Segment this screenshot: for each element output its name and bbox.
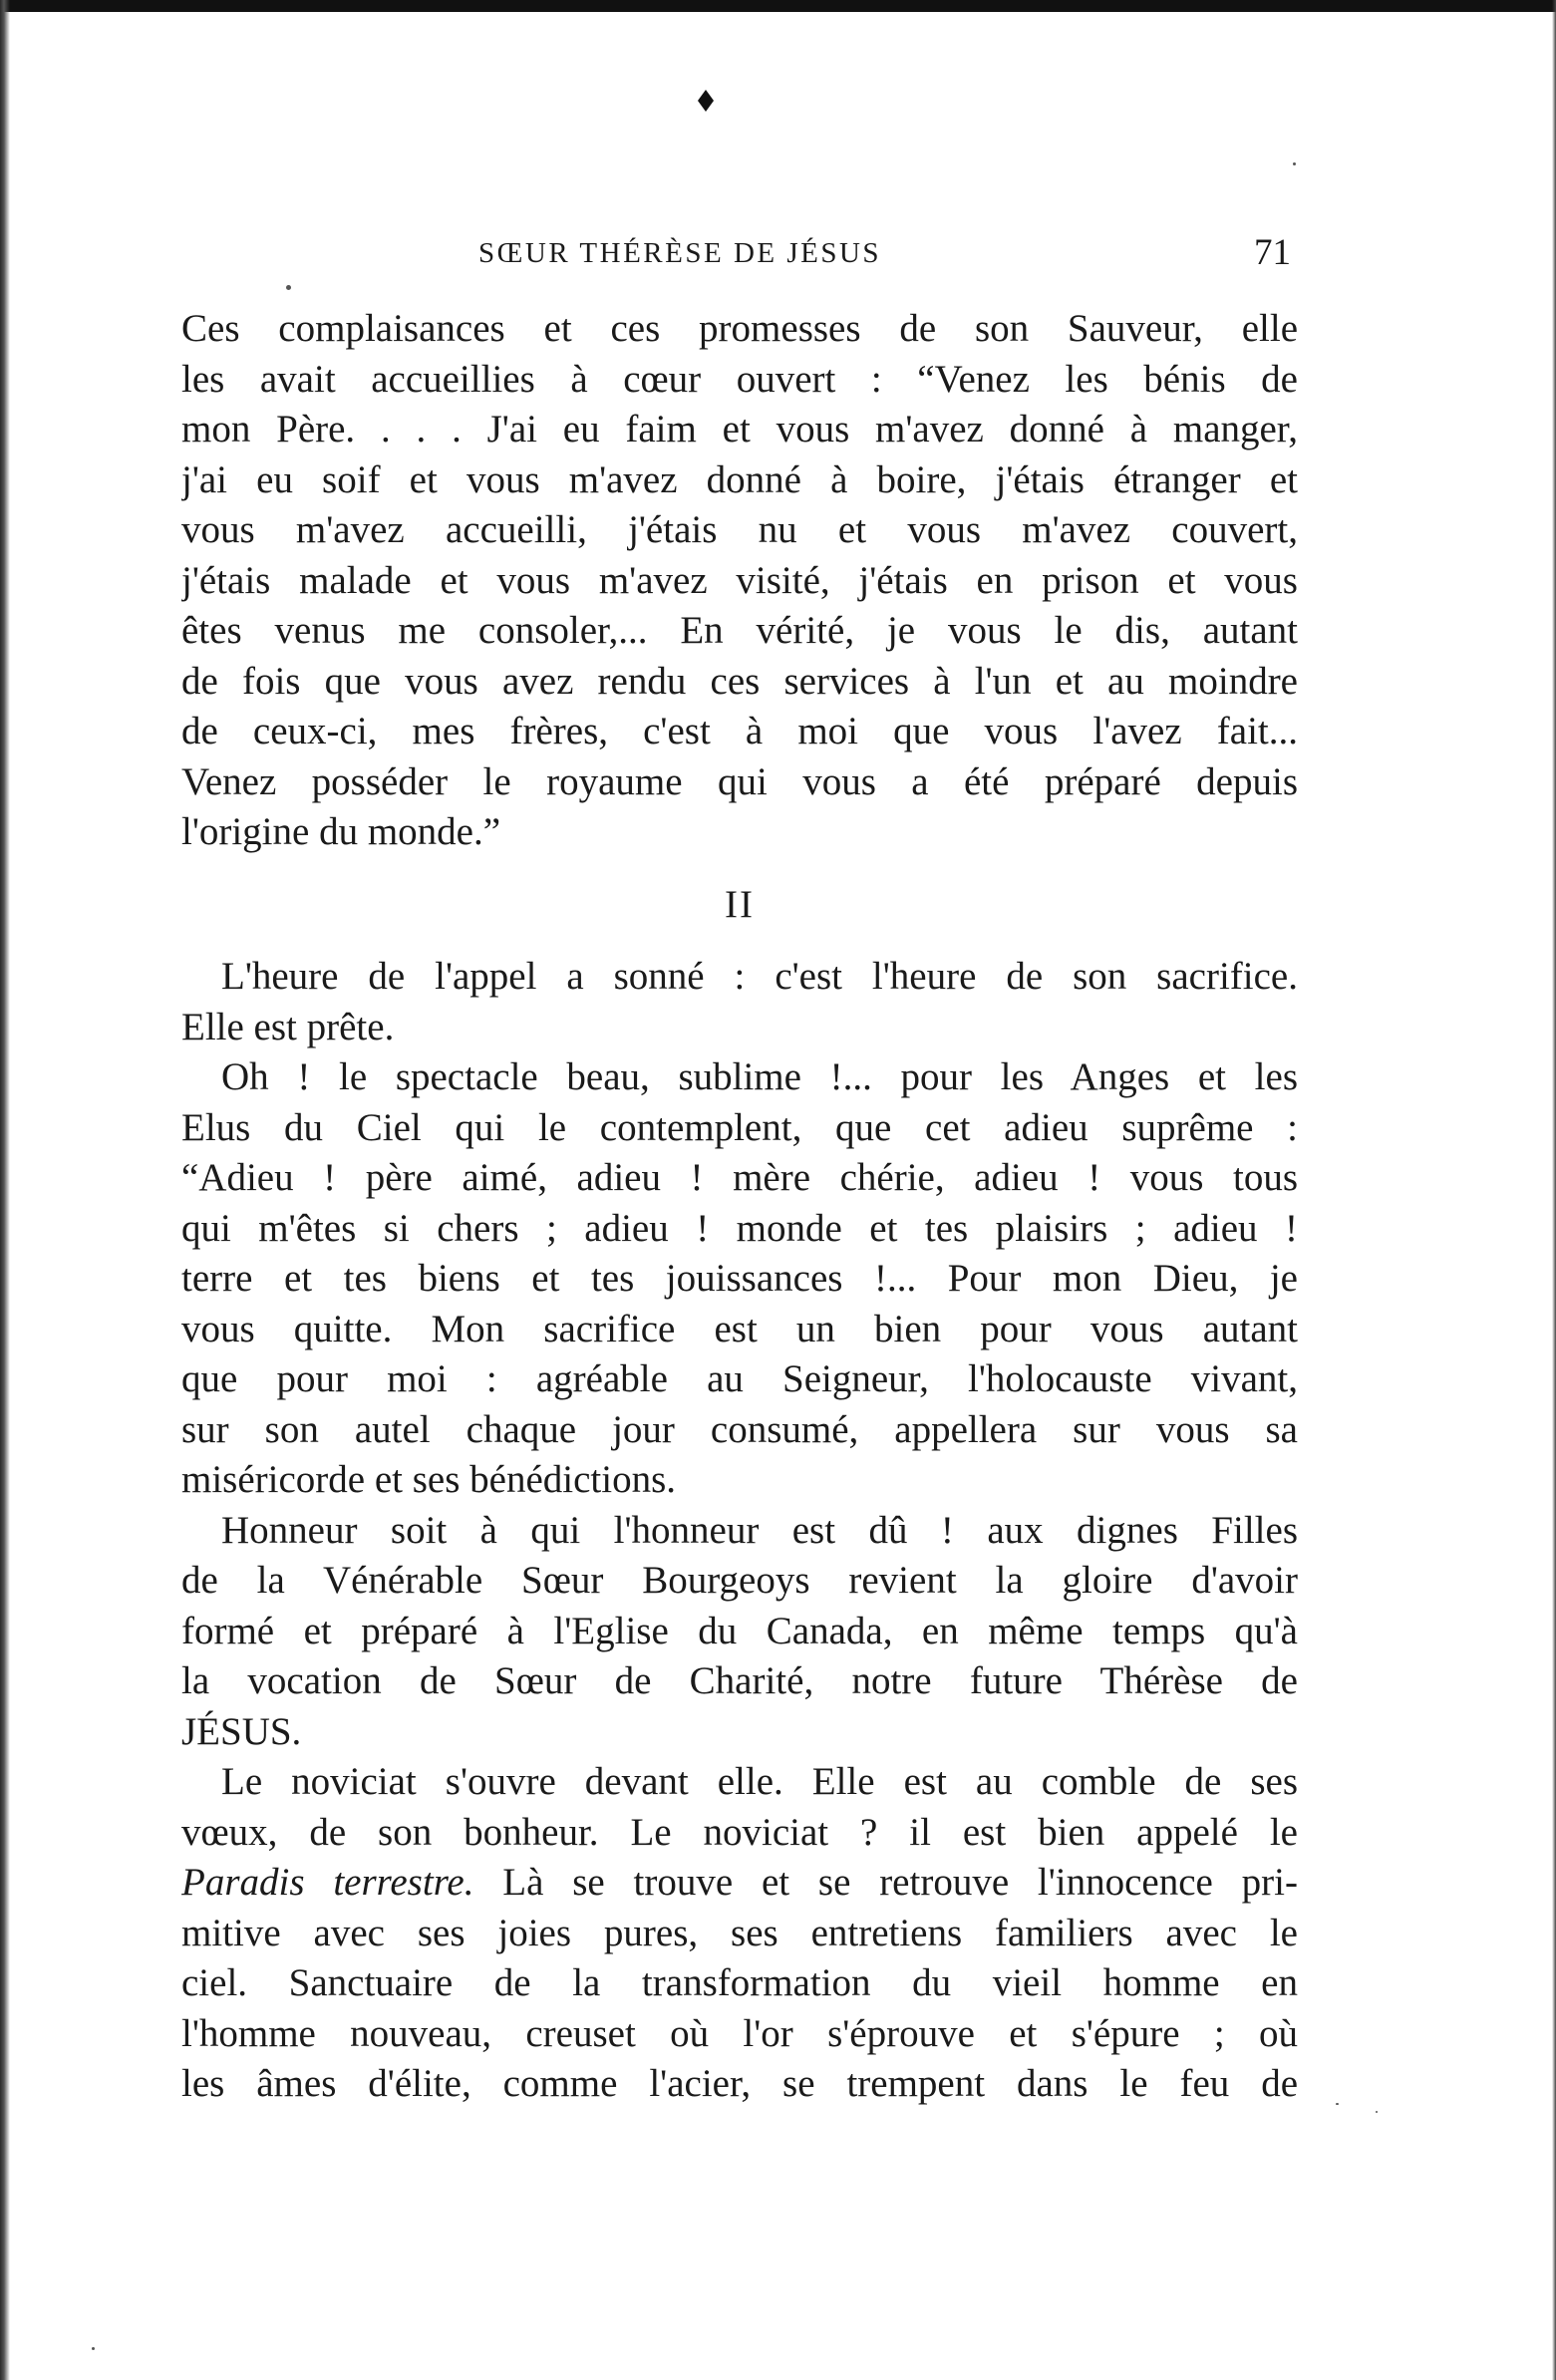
text-line: vous m'avez accueilli, j'étais nu et vous m'avez couvert, — [181, 508, 1298, 551]
text-line: de ceux-ci, mes frères, c'est à moi que vous l'avez fait... — [181, 710, 1298, 752]
text-line: l'origine du monde.” — [181, 810, 501, 853]
text-line: la vocation de Sœur de Charité, notre future Thérèse de — [181, 1659, 1298, 1702]
running-title: SŒUR THÉRÈSE DE JÉSUS — [478, 237, 882, 269]
text-line: mitive avec ses joies pures, ses entretiens familiers avec le — [181, 1911, 1298, 1954]
text-line: les âmes d'élite, comme l'acier, se trempent dans le feu de — [181, 2062, 1298, 2105]
text-line: Elle est prête. — [181, 1005, 395, 1048]
page-left-edge-shadow — [0, 0, 10, 2380]
paragraph-3 — [181, 1052, 1298, 1506]
text-line: de fois que vous avez rendu ces services à l'un et au moindre — [181, 659, 1298, 703]
text-line: mon Père. . . . J'ai eu faim et vous m'avez donné à manger, — [181, 408, 1298, 450]
scan-speck — [92, 2347, 95, 2350]
paragraph-1 — [181, 304, 1298, 858]
text-line: vous quitte. Mon sacrifice est un bien pour vous autant — [181, 1307, 1298, 1350]
text-fragment: Là se trouve et se retrouve l'innocence pri- — [473, 1861, 1298, 1904]
text-line: l'homme nouveau, creuset où l'or s'éprouve et s'épure ; où — [181, 2011, 1298, 2055]
scan-speck — [1336, 2103, 1339, 2105]
page-body — [181, 304, 1298, 2110]
text-line: formé et préparé à l'Eglise du Canada, en même temps qu'à — [181, 1609, 1298, 1652]
page-number: 71 — [1254, 232, 1291, 273]
page-right-edge-shadow — [1552, 0, 1556, 2380]
scan-speck — [1376, 2111, 1378, 2113]
text-line: Elus du Ciel qui le contemplent, que cet adieu suprême : — [181, 1105, 1298, 1149]
text-line: Ces complaisances et ces promesses de son Sauveur, elle — [181, 307, 1298, 350]
text-line: qui m'êtes si chers ; adieu ! monde et tes plaisirs ; adieu ! — [181, 1206, 1298, 1250]
text-line: Le noviciat s'ouvre devant elle. Elle est au comble de ses — [221, 1760, 1298, 1803]
text-line: Venez posséder le royaume qui vous a été préparé depuis — [181, 759, 1298, 803]
text-line: j'ai eu soif et vous m'avez donné à boire, j'étais étranger et — [181, 457, 1298, 501]
text-line: Honneur soit à qui l'honneur est dû ! aux dignes Filles — [221, 1508, 1298, 1552]
text-line — [181, 1858, 1298, 1909]
scan-speck — [286, 285, 291, 290]
page-top-border — [0, 0, 1556, 12]
text-line: j'étais malade et vous m'avez visité, j'étais en prison et vous — [181, 558, 1298, 602]
text-line: terre et tes biens et tes jouissances !... Pour mon Dieu, je — [181, 1257, 1298, 1300]
italic-phrase: Paradis terrestre. — [181, 1861, 474, 1904]
paragraph-4 — [181, 1506, 1298, 1758]
text-line: sur son autel chaque jour consumé, appellera sur vous sa — [181, 1407, 1298, 1451]
ornament-mark — [698, 90, 714, 112]
text-line: ciel. Sanctuaire de la transformation du vieil homme en — [181, 1961, 1298, 2004]
text-line: miséricorde et ses bénédictions. — [181, 1458, 677, 1501]
paragraph-5 — [181, 1757, 1298, 2110]
text-line: vœux, de son bonheur. Le noviciat ? il est bien appelé le — [181, 1810, 1298, 1854]
text-line: de la Vénérable Sœur Bourgeoys revient la gloire d'avoir — [181, 1559, 1298, 1602]
text-line: “Adieu ! père aimé, adieu ! mère chérie, adieu ! vous tous — [181, 1156, 1298, 1199]
text-line: les avait accueillies à cœur ouvert : “Venez les bénis de — [181, 357, 1298, 401]
section-heading: II — [725, 882, 755, 926]
text-line: L'heure de l'appel a sonné : c'est l'heure de son sacrifice. — [221, 955, 1298, 998]
text-line: êtes venus me consoler,... En vérité, je vous le dis, autant — [181, 609, 1298, 652]
text-line: JÉSUS. — [181, 1709, 302, 1753]
scan-speck — [1293, 162, 1296, 165]
paragraph-2 — [181, 952, 1298, 1052]
text-line: que pour moi : agréable au Seigneur, l'holocauste vivant, — [181, 1357, 1298, 1400]
text-line: Oh ! le spectacle beau, sublime !... pour les Anges et les — [221, 1055, 1298, 1098]
